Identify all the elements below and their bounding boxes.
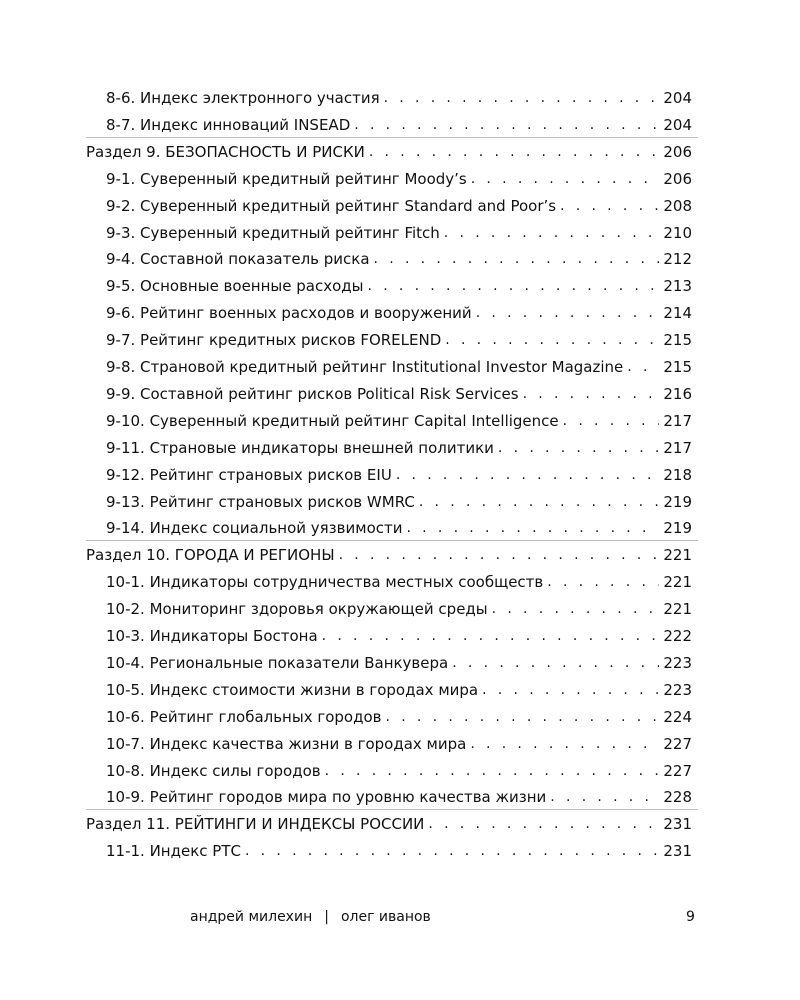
toc-entry-title: 10-1. Индикаторы сотрудничества местных сообществ	[106, 573, 544, 592]
toc-page-number: 221	[663, 573, 692, 592]
toc-entry-title: 9-8. Страновой кредитный рейтинг Institutional Investor Magazine	[106, 358, 624, 376]
toc-entry-row	[106, 486, 692, 512]
toc-entry-row	[106, 297, 692, 323]
toc-page-number: 221	[663, 600, 692, 619]
dot-leader	[452, 653, 659, 673]
toc-page-number: 212	[663, 250, 692, 269]
toc-entry-row	[106, 835, 692, 861]
toc-section-row	[86, 136, 692, 162]
toc-entry-row	[106, 190, 692, 216]
toc-entry-row	[106, 243, 692, 269]
page-number: 9	[686, 909, 695, 925]
toc-entry-title: 10-2. Мониторинг здоровья окружающей среды	[106, 600, 488, 619]
toc-entry-row	[106, 728, 692, 754]
toc-page-number: 215	[663, 331, 692, 350]
toc-page-number: 219	[663, 492, 692, 511]
toc-page-number: 223	[663, 680, 692, 699]
toc-entry-title: 10-3. Индикаторы Бостона	[106, 627, 318, 645]
toc-section-title: Раздел 9. БЕЗОПАСНОСТЬ И РИСКИ	[86, 142, 365, 161]
toc-entry-row	[106, 351, 692, 377]
toc-entry-title: 9-13. Рейтинг страновых рисков WMRC	[106, 492, 415, 511]
toc-entry-row	[106, 593, 692, 619]
toc-page-number: 204	[663, 89, 692, 107]
toc-entry-row	[106, 755, 692, 781]
dot-leader	[339, 545, 660, 565]
dot-leader	[627, 357, 659, 377]
toc-page-number: 204	[663, 115, 692, 134]
toc-section-row	[86, 808, 692, 834]
toc-entry-title: 10-8. Индекс силы городов	[106, 761, 321, 780]
toc-entry-title: 9-9. Составной рейтинг рисков Political Risk Services	[106, 384, 519, 403]
dot-leader	[396, 465, 660, 485]
dot-leader	[482, 680, 659, 700]
dot-leader	[498, 438, 659, 458]
author-name-1: андрей милехин	[190, 909, 313, 925]
toc-page-number: 221	[663, 546, 692, 565]
toc-entry-row	[106, 217, 692, 243]
toc-entry-row	[106, 405, 692, 431]
toc-entry-title: 9-7. Рейтинг кредитных рисков FORELEND	[106, 331, 442, 350]
toc-page-number: 215	[663, 358, 692, 376]
dot-leader	[245, 841, 659, 861]
toc-page-number: 223	[663, 653, 692, 672]
toc-entry-title: 9-12. Рейтинг страновых рисков EIU	[106, 465, 392, 484]
toc-page-number: 227	[663, 761, 692, 780]
toc-page-number: 206	[663, 169, 692, 188]
toc-entry-row	[106, 674, 692, 700]
toc-entry-title: 9-11. Страновые индикаторы внешней политики	[106, 438, 494, 457]
toc-entry-row	[106, 620, 692, 646]
dot-leader	[470, 734, 659, 754]
toc-section-row	[86, 539, 692, 565]
toc-entry-title: 9-2. Суверенный кредитный рейтинг Standard and Poor’s	[106, 196, 557, 215]
dot-leader	[560, 196, 659, 216]
toc-entry-row	[106, 647, 692, 673]
toc-entry-title: 9-6. Рейтинг военных расходов и вооружений	[106, 304, 472, 323]
toc-entry-title: 11-1. Индекс РТС	[106, 842, 241, 861]
toc-entry-title: 8-7. Индекс инноваций INSEAD	[106, 115, 351, 134]
toc-entry-row	[106, 324, 692, 350]
toc-entry-title: 9-10. Суверенный кредитный рейтинг Capital Intelligence	[106, 411, 559, 430]
toc-page-number: 224	[663, 707, 692, 726]
toc-entry-title: 10-5. Индекс стоимости жизни в городах мира	[106, 680, 479, 699]
toc-page-number: 231	[663, 815, 692, 834]
toc-page-number: 213	[663, 277, 692, 296]
toc-entry-title: 8-6. Индекс электронного участия	[106, 89, 380, 107]
toc-page-number: 217	[663, 438, 692, 457]
dot-leader	[384, 88, 660, 108]
toc-page-number: 218	[663, 465, 692, 484]
toc-entry-title: 10-9. Рейтинг городов мира по уровню качества жизни	[106, 788, 547, 807]
dot-leader	[550, 787, 659, 807]
toc-page-number: 214	[663, 304, 692, 323]
dot-leader	[523, 384, 660, 404]
toc-page-number: 217	[663, 411, 692, 430]
toc-page-number: 206	[663, 142, 692, 161]
dot-leader	[563, 411, 660, 431]
dot-leader	[369, 142, 660, 162]
toc-page-number: 227	[663, 734, 692, 753]
toc-entry-title: 9-1. Суверенный кредитный рейтинг Moody’s	[106, 169, 467, 188]
toc-entry-row	[106, 82, 692, 108]
toc-page-number: 222	[663, 627, 692, 645]
dot-leader	[322, 626, 660, 646]
dot-leader	[492, 599, 660, 619]
toc-entry-row	[106, 701, 692, 727]
dot-leader	[354, 115, 659, 135]
dot-leader	[325, 761, 660, 781]
toc-entry-title: 9-14. Индекс социальной уязвимости	[106, 519, 403, 538]
toc-page-number: 228	[663, 788, 692, 807]
toc-entry-row	[106, 109, 692, 135]
toc-entry-title: 9-5. Основные военные расходы	[106, 277, 364, 296]
toc-entry-row	[106, 781, 692, 807]
author-separator: |	[324, 909, 329, 925]
toc-entry-title: 9-3. Суверенный кредитный рейтинг Fitch	[106, 223, 440, 242]
toc-entry-row	[106, 378, 692, 404]
toc-entry-row	[106, 163, 692, 189]
author-name-2: олег иванов	[340, 909, 431, 925]
dot-leader	[368, 276, 660, 296]
dot-leader	[428, 814, 659, 834]
toc-page-number: 210	[663, 223, 692, 242]
toc-entry-title: 10-4. Региональные показатели Ванкувера	[106, 653, 449, 672]
toc-entry-title: 10-6. Рейтинг глобальных городов	[106, 707, 382, 726]
toc-entry-row	[106, 512, 692, 538]
toc-section-title: Раздел 11. РЕЙТИНГИ И ИНДЕКСЫ РОССИИ	[86, 815, 425, 834]
toc-page-number: 231	[663, 842, 692, 861]
toc-page-number: 216	[663, 384, 692, 403]
toc-entry-title: 9-4. Составной показатель риска	[106, 250, 370, 269]
toc-page-number: 219	[663, 519, 692, 538]
dot-leader	[444, 223, 660, 243]
dot-leader	[386, 707, 660, 727]
toc-entry-row	[106, 270, 692, 296]
dot-leader	[406, 518, 659, 538]
dot-leader	[419, 492, 660, 512]
toc-entry-row	[106, 459, 692, 485]
toc-entry-row	[106, 432, 692, 458]
dot-leader	[547, 572, 659, 592]
dot-leader	[471, 169, 660, 189]
dot-leader	[374, 249, 660, 269]
toc-section-title: Раздел 10. ГОРОДА И РЕГИОНЫ	[86, 546, 335, 565]
toc-page-number: 208	[663, 196, 692, 215]
toc-entry-title: 10-7. Индекс качества жизни в городах мира	[106, 734, 467, 753]
dot-leader	[476, 303, 660, 323]
running-footer-authors	[190, 908, 431, 926]
toc-entry-row	[106, 566, 692, 592]
dot-leader	[445, 330, 659, 350]
